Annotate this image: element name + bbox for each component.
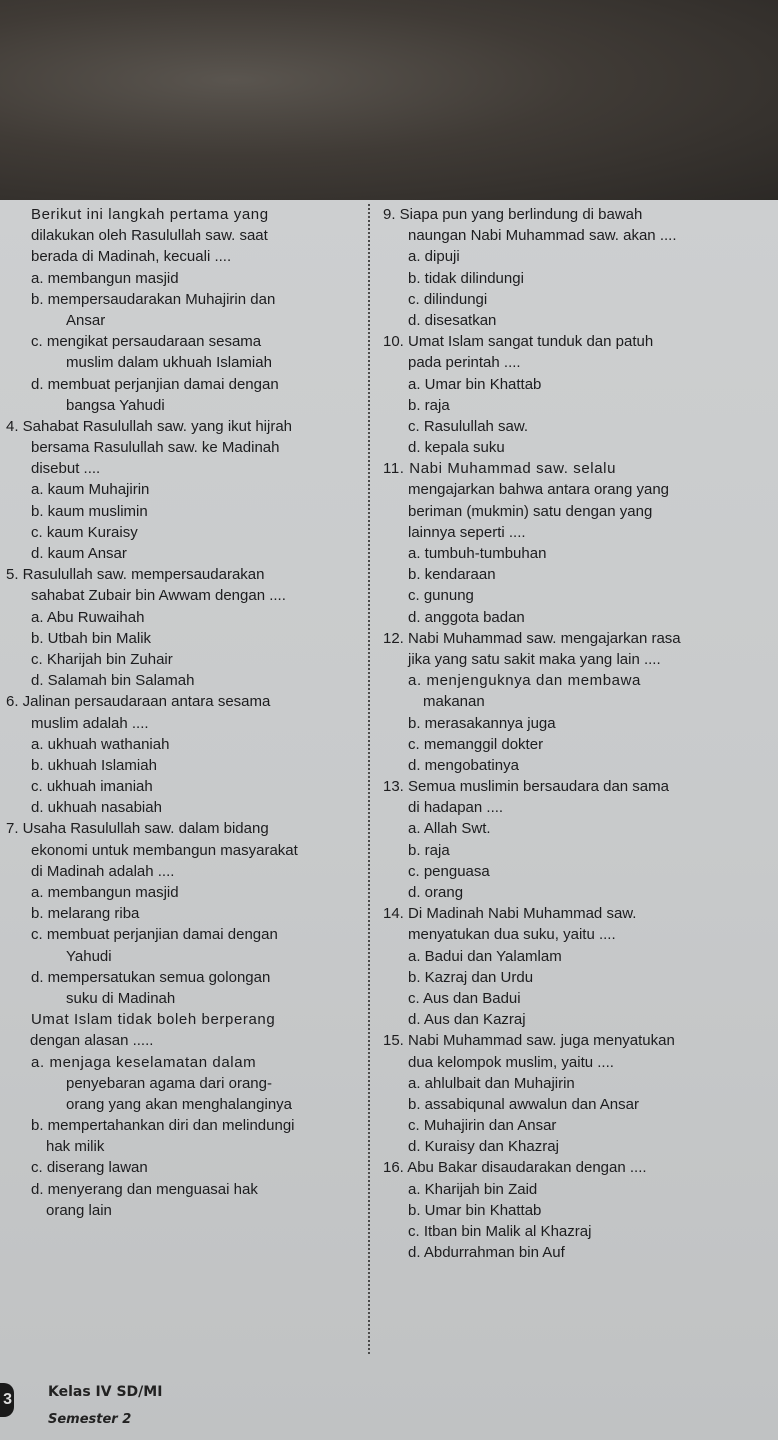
answer-option: orang lain [46, 1201, 112, 1219]
question-text: 11. Nabi Muhammad saw. selalu [383, 460, 617, 478]
answer-option: Yahudi [66, 947, 112, 965]
question-text: dilakukan oleh Rasulullah saw. saat [31, 227, 268, 245]
answer-option: d. mempersatukan semua golongan [31, 968, 271, 986]
answer-option: a. Umar bin Khattab [408, 375, 542, 393]
answer-option: d. kepala suku [408, 439, 505, 457]
answer-option: b. assabiqunal awwalun dan Ansar [408, 1095, 639, 1113]
question-text: dua kelompok muslim, yaitu .... [408, 1053, 614, 1071]
column-divider [368, 204, 370, 1354]
answer-option: a. membangun masjid [31, 884, 179, 901]
answer-option-marked: c. mengikat persaudaraan sesama [31, 333, 262, 351]
question-text: 9. Siapa pun yang berlindung di bawah [383, 206, 643, 223]
answer-option: b. raja [408, 841, 450, 859]
answer-option: c. diserang lawan [31, 1159, 148, 1177]
question-text: 16. Abu Bakar disaudarakan dengan .... [383, 1159, 647, 1177]
answer-option: b. kaum muslimin [31, 502, 148, 520]
answer-option: d. Abdurrahman bin Auf [408, 1244, 565, 1262]
answer-option: c. Muhajirin dan Ansar [408, 1117, 557, 1135]
answer-option: a. ukhuah wathaniah [31, 735, 170, 753]
answer-option: c. kaum Kuraisy [31, 523, 138, 541]
answer-option: d. anggota badan [408, 608, 525, 626]
answer-option-marked: a. kaum Muhajirin [31, 481, 150, 499]
answer-option: d. Salamah bin Salamah [31, 672, 195, 690]
question-text: disebut .... [31, 460, 101, 478]
answer-option: d. kaum Ansar [31, 545, 127, 562]
question-text: sahabat Zubair bin Awwam dengan .... [31, 587, 286, 605]
answer-option: a. menjenguknya dan membawa [408, 672, 641, 690]
question-text: 5. Rasulullah saw. mempersaudarakan [6, 566, 265, 584]
question-text: 6. Jalinan persaudaraan antara sesama [6, 693, 271, 711]
question-text: 4. Sahabat Rasulullah saw. yang ikut hijrah [6, 417, 293, 435]
answer-option: a. ahlulbait dan Muhajirin [408, 1074, 575, 1092]
answer-option: a. Badui dan Yalamlam [408, 947, 562, 965]
question-text: 14. Di Madinah Nabi Muhammad saw. [383, 905, 637, 923]
question-text: di Madinah adalah .... [31, 862, 175, 880]
answer-option: makanan [423, 693, 485, 711]
answer-option: Ansar [66, 311, 106, 329]
answer-option: b. melarang riba [31, 905, 140, 923]
answer-option: a. Abu Ruwaihah [31, 608, 145, 626]
question-text: berada di Madinah, kecuali .... [31, 248, 232, 266]
question-text: di hadapan .... [408, 799, 504, 817]
answer-option: a. Kharijah bin Zaid [408, 1180, 538, 1198]
answer-option: c. gunung [408, 587, 474, 605]
answer-option: b. Utbah bin Malik [31, 629, 152, 647]
question-text: 13. Semua muslimin bersaudara dan sama [383, 778, 669, 796]
background-surface [0, 0, 778, 200]
question-text: 7. Usaha Rasulullah saw. dalam bidang [6, 820, 269, 838]
answer-option: d. Aus dan Kazraj [408, 1011, 526, 1029]
answer-option: c. penguasa [408, 862, 490, 880]
question-text: dengan alasan ..... [30, 1032, 154, 1050]
question-text: ekonomi untuk membangun masyarakat [31, 841, 298, 859]
answer-option: c. Rasulullah saw. [408, 417, 529, 435]
answer-option: d. membuat perjanjian damai dengan [31, 375, 279, 393]
question-text: mengajarkan bahwa antara orang yang [408, 481, 670, 499]
question-text: naungan Nabi Muhammad saw. akan .... [408, 227, 677, 245]
question-text: 10. Umat Islam sangat tunduk dan patuh [383, 333, 654, 351]
question-text: Umat Islam tidak boleh berperang [31, 1011, 276, 1029]
right-question-column [383, 204, 773, 1263]
answer-option: d. disesatkan [408, 311, 497, 329]
question-text: 15. Nabi Muhammad saw. juga menyatukan [383, 1032, 675, 1050]
answer-option: b. ukhuah Islamiah [31, 756, 157, 774]
answer-option: penyebaran agama dari orang- [66, 1074, 272, 1092]
question-text: pada perintah .... [408, 354, 521, 372]
answer-option: b. kendaraan [408, 566, 496, 584]
answer-option: d. ukhuah nasabiah [31, 799, 162, 817]
answer-option: a. Allah Swt. [408, 820, 491, 838]
answer-option: c. Kharijah bin Zuhair [31, 650, 173, 668]
answer-option: a. dipuji [408, 248, 460, 266]
answer-option: b. mempersaudarakan Muhajirin dan [31, 290, 276, 308]
question-text: muslim adalah .... [31, 714, 149, 732]
question-text: 12. Nabi Muhammad saw. mengajarkan rasa [383, 629, 681, 647]
question-text: jika yang satu sakit maka yang lain .... [408, 650, 661, 668]
semester-label: Semester 2 [48, 1412, 132, 1427]
left-question-column [6, 204, 358, 1221]
answer-option: c. memanggil dokter [408, 735, 544, 753]
question-text: bersama Rasulullah saw. ke Madinah [31, 439, 280, 457]
answer-option: d. menyerang dan menguasai hak [31, 1180, 258, 1198]
answer-option: bangsa Yahudi [66, 396, 165, 414]
answer-option: c. dilindungi [408, 290, 488, 308]
answer-option: c. membuat perjanjian damai dengan [31, 926, 278, 944]
answer-option: c. ukhuah imaniah [31, 778, 153, 796]
answer-option: b. tidak dilindungi [408, 269, 524, 287]
page-number: 3 [0, 1383, 14, 1417]
answer-option: b. mempertahankan diri dan melindungi [31, 1117, 295, 1135]
class-label: Kelas IV SD/MI [48, 1384, 163, 1400]
answer-option: b. Kazraj dan Urdu [408, 968, 534, 986]
answer-option: c. Itban bin Malik al Khazraj [408, 1223, 592, 1240]
question-text: lainnya seperti .... [408, 523, 526, 541]
answer-option: c. Aus dan Badui [408, 989, 521, 1007]
answer-option: d. mengobatinya [408, 756, 519, 774]
answer-option: d. orang [408, 884, 464, 901]
answer-option: b. raja [408, 396, 450, 414]
answer-option: b. Umar bin Khattab [408, 1201, 542, 1219]
answer-option: suku di Madinah [66, 989, 176, 1007]
answer-option: a. tumbuh-tumbuhan [408, 545, 547, 562]
answer-option: b. merasakannya juga [408, 714, 556, 732]
answer-option: orang yang akan menghalanginya [66, 1095, 293, 1113]
question-text: menyatukan dua suku, yaitu .... [408, 926, 616, 944]
answer-option: hak milik [46, 1138, 105, 1156]
answer-option: a. membangun masjid [31, 269, 179, 287]
answer-option: a. menjaga keselamatan dalam [31, 1053, 257, 1071]
answer-option: muslim dalam ukhuah Islamiah [66, 354, 272, 372]
answer-option: d. Kuraisy dan Khazraj [408, 1138, 559, 1156]
question-text: beriman (mukmin) satu dengan yang [408, 502, 653, 520]
question-text: Berikut ini langkah pertama yang [31, 206, 269, 223]
